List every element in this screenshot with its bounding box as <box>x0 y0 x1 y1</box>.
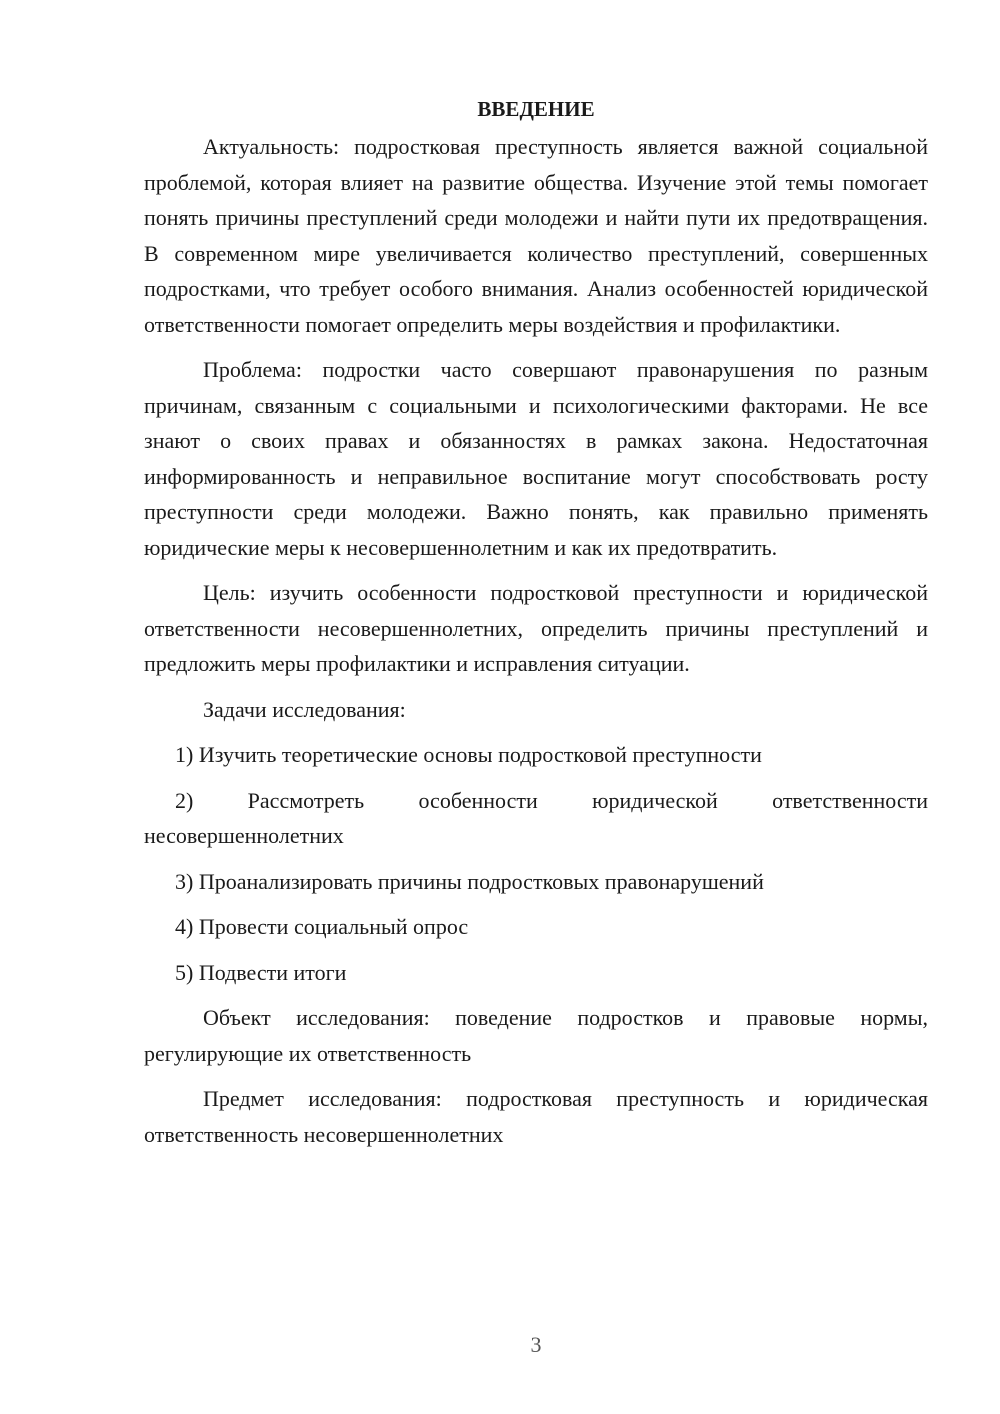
problem-paragraph: Проблема: подростки часто совершают правонарушения по разным причинам, связанным с социальными и психологическими факторами. Не все знают о своих правах и обязанностях в рамках закона. Недостаточная информированность и неправильное воспитание могут способствовать росту преступности среди молодежи. Важно понять, как правильно применять юридические меры к несовершеннолетним и как их предотвратить. <box>144 357 928 560</box>
page-content <box>144 92 928 1162</box>
page-title: ВВЕДЕНИЕ <box>477 97 595 121</box>
task-item-2: 2) Рассмотреть особенности юридической ответственности несовершеннолетних <box>144 787 928 848</box>
task-item-1: 1) Изучить теоретические основы подростковой преступности <box>175 742 762 767</box>
goal-paragraph: Цель: изучить особенности подростковой преступности и юридической ответственности несовершеннолетних, определить причины преступлений и предложить меры профилактики и исправления ситуации. <box>144 580 928 676</box>
subject-paragraph: Предмет исследования: подростковая преступность и юридическая ответственность несовершеннолетних <box>144 1086 928 1147</box>
task-item-4: 4) Провести социальный опрос <box>175 914 469 939</box>
task-item-5: 5) Подвести итоги <box>175 959 347 985</box>
object-paragraph: Объект исследования: поведение подростков и правовые нормы, регулирующие их ответственность <box>144 1005 928 1066</box>
page-number: 3 <box>530 1332 542 1357</box>
task-item-3: 3) Проанализировать причины подростковых правонарушений <box>175 868 764 894</box>
tasks-heading: Задачи исследования: <box>203 696 406 722</box>
relevance-paragraph: Актуальность: подростковая преступность является важной социальной проблемой, которая влияет на развитие общества. Изучение этой темы помогает понять причины преступлений среди молодежи и найти пути их предотвращения. В современном мире увеличивается количество преступлений, совершенных подростками, что требует особого внимания. Анализ особенностей юридической ответственности помогает определить меры воздействия и профилактики. <box>144 134 928 337</box>
